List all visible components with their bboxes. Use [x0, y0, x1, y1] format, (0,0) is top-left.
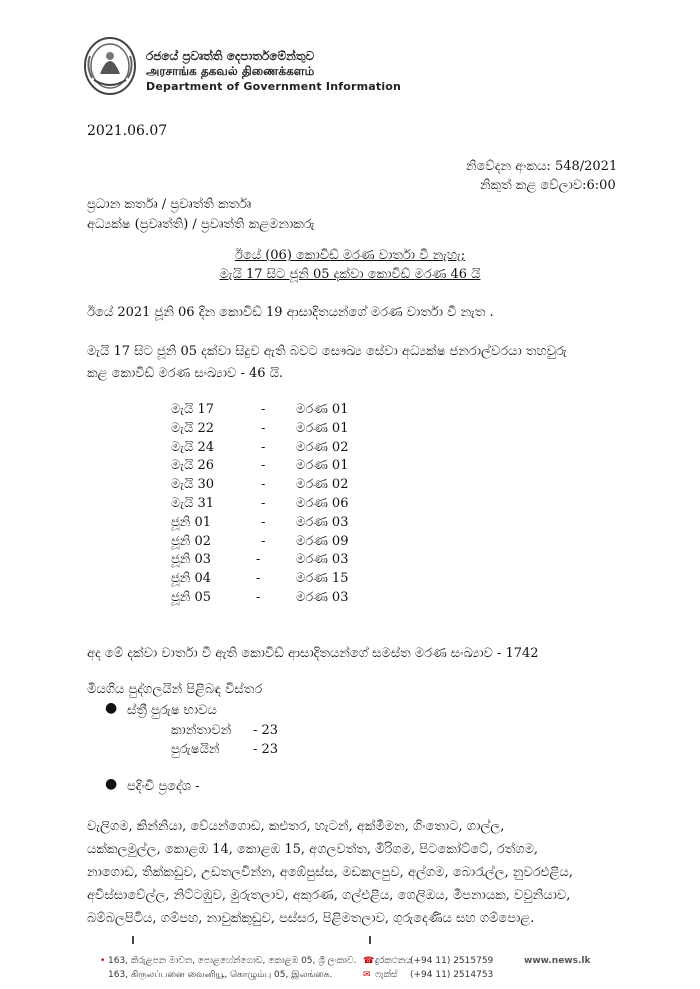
deaths-date: මැයි 22: [171, 420, 214, 436]
headline-line-1: ඊයේ (06) කොවිඩ් මරණ වාර්තා වී නැහැ;: [234, 248, 466, 263]
document-date: 2021.06.07: [87, 123, 168, 139]
footer-fax: (+94 11) 2514753: [410, 970, 494, 980]
gender-label: ස්ත්‍රී පුරුෂ භාවය: [127, 703, 217, 718]
women-count: - 23: [253, 723, 279, 738]
deaths-count: මරණ 02: [296, 439, 349, 455]
deaths-date: ජූනි 05: [171, 590, 212, 605]
deaths-dash: -: [256, 571, 261, 587]
letterhead-tamil: அரசாங்க தகவல் திணைக்களம்: [146, 64, 315, 78]
total-deaths-line: අද මේ දක්වා වාර්තා වී ඇති කොවිඩ් ආසාදිතයන්ගේ සමස්ත මරණ සංඛ්‍යාව - 1742: [87, 646, 539, 661]
areas-line: බම්බලපිටිය, ගම්පහ, නාවුක්කුඩුව, පස්සර, පිළිමතලාව, ගුරුදෙණිය සහ ගම්පොළ.: [87, 911, 535, 926]
deaths-date: ජූනි 03: [171, 552, 212, 568]
footer-website: www.news.lk: [524, 956, 591, 966]
men-count: - 23: [253, 742, 279, 757]
deaths-dash: -: [261, 420, 266, 436]
deaths-count: මරණ 06: [296, 496, 349, 511]
paragraph-1: ඊයේ 2021 ජූනි 06 දින කොවිඩ් 19 ආසාදිතයන්ගේ මරණ වාර්තා වී නැත .: [87, 305, 494, 320]
deaths-dash: -: [261, 533, 266, 549]
fold-mark: [369, 936, 371, 944]
footer-fax-label: ෆැක්ස්: [375, 970, 398, 980]
deaths-dash: -: [256, 590, 261, 605]
areas-line: වැලිගම, කින්නියා, වේයන්ගොඩ, කළුතර, හැටන්, අක්මීමන, ගිංතොට, ගාල්ල,: [87, 819, 505, 834]
residence-areas-list: [87, 815, 627, 930]
paragraph-2-line-2: කළ කොවිඩ් මරණ සංඛ්‍යාව - 46 යි.: [87, 366, 284, 381]
deaths-count: මරණ 03: [296, 514, 349, 530]
residence-label: පදිංචි ප්‍රදේශ -: [127, 779, 200, 794]
footer-address-sinhala: 163, කිරුළපන මාවත, පොළහේන්ගොඩ, කොළඹ 05, ශ්‍රී ලංකාව.: [108, 956, 357, 966]
fold-mark: [132, 936, 134, 944]
deaths-count: මරණ 09: [296, 533, 349, 549]
deaths-count: මරණ 03: [296, 552, 349, 568]
fax-icon: ✉: [363, 970, 371, 980]
deaths-dash: -: [261, 402, 266, 417]
deaths-date: මැයි 30: [171, 477, 214, 493]
deaths-date: මැයි 26: [171, 458, 214, 474]
deaths-date: මැයි 17: [171, 402, 214, 417]
footer-phone: (+94 11) 2515759: [410, 956, 494, 966]
government-emblem-logo: [82, 36, 138, 98]
bullet-point: ●: [105, 700, 118, 716]
deaths-dash: -: [256, 552, 261, 568]
headline-line-2: මැයි 17 සිට ජූනි 05 දක්වා කොවිඩ් මරණ 46 යි: [219, 267, 481, 282]
deaths-dash: -: [261, 458, 266, 474]
areas-line: නාගොඩ, තික්කඩුව, උඩතලවින්න, අඹේපුස්ස, මඩකලපුව, අල්ගම, බොරැල්ල, නුවරඑළිය,: [87, 865, 573, 880]
deaths-count: මරණ 15: [296, 571, 349, 587]
deaths-date: මැයි 24: [171, 439, 214, 455]
deaths-count: මරණ 01: [296, 420, 349, 436]
details-heading: මියගිය පුද්ගලයින් පිළිබඳ විස්තර: [87, 682, 263, 697]
bullet-point: ●: [105, 776, 118, 792]
paragraph-2-line-1: මැයි 17 සිට ජූනි 05 දක්වා සිදුව ඇති බවට සෞඛ්‍ය සේවා අධ්‍යක්ෂ ජනරාල්වරයා තහවුරු: [87, 344, 567, 359]
deaths-date: මැයි 31: [171, 496, 214, 511]
deaths-date: ජූනි 02: [171, 533, 212, 549]
deaths-count: මරණ 01: [296, 402, 349, 417]
deaths-date: ජූනි 01: [171, 514, 212, 530]
footer-bullet: •: [100, 956, 106, 966]
letterhead-sinhala: රජයේ ප්‍රවෘත්ති දෙපාර්තමේන්තුව: [146, 49, 315, 63]
deaths-count: මරණ 02: [296, 477, 349, 493]
areas-line: අවිස්සාවේල්ල, නිට්ටඹුව, මුරුතලාව, අකුරණ, ගල්එළිය, ගෙලිඔය, මීපනායක, වවුනියාව,: [87, 888, 571, 903]
deaths-date: ජූනි 04: [171, 571, 212, 587]
footer-address-tamil: 163, கிருலப்பனை வைனியூ, கொழும்பு 05, இலங்கை.: [108, 970, 333, 980]
deaths-count: මරණ 01: [296, 458, 349, 474]
deaths-dash: -: [261, 514, 266, 530]
footer-phone-label: දුරකථනය: [375, 956, 412, 966]
areas-line: යක්කලමුල්ල, කොළඹ 14, කොළඹ 15, අගලවත්ත, මිරිගම, පිටකෝට්ටේ, රත්ගම,: [87, 842, 539, 857]
recipient-line-2: අධ්‍යක්ෂ (ප්‍රවෘත්ති) / ප්‍රවෘත්ති කළමනාකරු: [87, 217, 315, 232]
women-label: කාන්තාවන්: [171, 723, 232, 738]
deaths-dash: -: [261, 496, 266, 511]
phone-icon: ☎: [363, 956, 375, 966]
deaths-dash: -: [261, 439, 266, 455]
release-number: නිවේදන අංකය: 548/2021: [466, 159, 618, 174]
men-label: පුරුෂයින්: [171, 742, 220, 757]
letterhead-english: Department of Government Information: [146, 80, 402, 93]
recipient-line-1: ප්‍රධාන කර්තෘ / ප්‍රවෘත්ති කර්තෘ: [87, 197, 252, 212]
deaths-dash: -: [261, 477, 266, 493]
deaths-count: මරණ 03: [296, 590, 349, 605]
release-time: නිකුත් කළ වේලාව:6:00: [480, 178, 616, 193]
